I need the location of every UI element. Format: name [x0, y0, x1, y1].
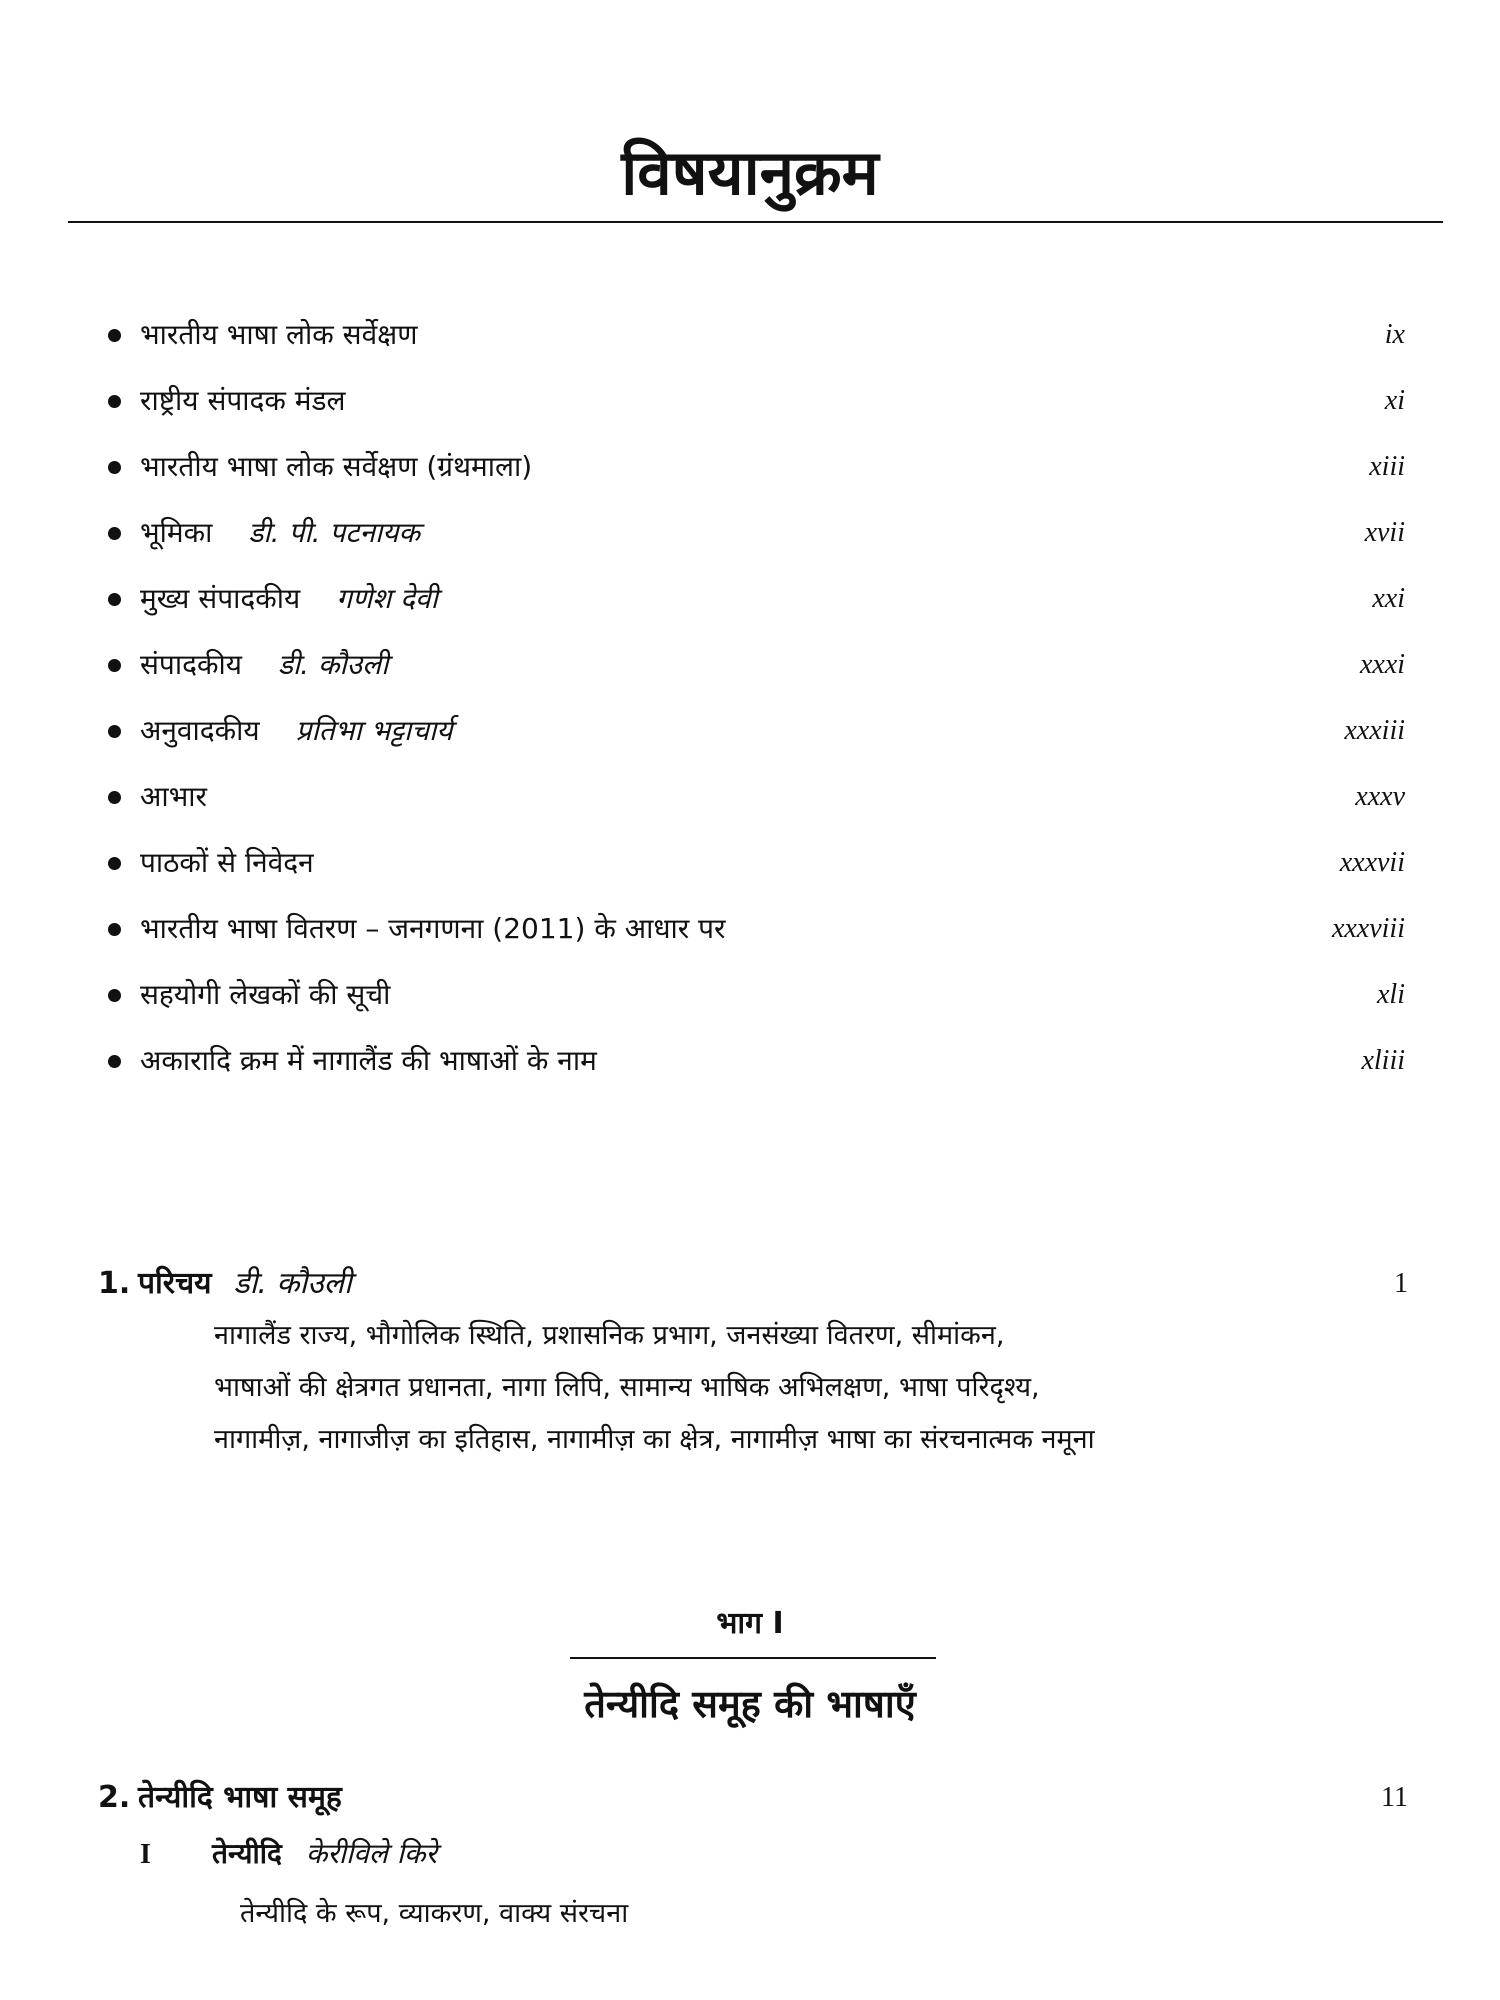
bullet-icon [108, 989, 121, 1002]
chapter-number: 1. [98, 1266, 131, 1301]
chapter-title[interactable] [138, 1262, 352, 1306]
chapter-1-heading [98, 1256, 1408, 1310]
bullet-icon [108, 857, 121, 870]
toc-entry[interactable] [100, 374, 1405, 440]
toc-entry-author: डी. कौउली [277, 648, 389, 681]
toc-entry-title [140, 446, 532, 488]
toc-entry[interactable] [100, 308, 1405, 374]
toc-entry-page-number: xiii [1369, 451, 1405, 482]
toc-entry-title-text: आभार [140, 780, 208, 813]
toc-entry-page-number: xxxi [1359, 649, 1405, 680]
toc-entry-title-text: अकारादि क्रम में नागालैंड की भाषाओं के नाम [140, 1044, 597, 1077]
toc-entry-page-number: ix [1384, 319, 1405, 350]
chapter-title-text: परिचय [138, 1266, 212, 1301]
toc-entry-page-number: xxxv [1355, 781, 1405, 812]
toc-entry-author: गणेश देवी [336, 582, 438, 615]
toc-entry-author: डी. पी. पटनायक [248, 516, 420, 549]
toc-entry-page-number: xi [1384, 385, 1405, 416]
description-line: भाषाओं की क्षेत्रगत प्रधानता, नागा लिपि, सामान्य भाषिक अभिलक्षण, भाषा परिदृश्य, [214, 1372, 1040, 1403]
toc-entry[interactable] [100, 770, 1405, 836]
toc-entry-page-number: xxi [1372, 583, 1405, 614]
description-line: नागालैंड राज्य, भौगोलिक स्थिति, प्रशासनिक प्रभाग, जनसंख्या वितरण, सीमांकन, [214, 1320, 1005, 1351]
bullet-icon [108, 923, 121, 936]
toc-entry-title [140, 644, 388, 686]
chapter-page-number: 1 [1394, 1268, 1408, 1299]
chapter-1 [98, 1256, 1408, 1466]
toc-entry-title-text: संपादकीय [140, 648, 242, 681]
chapter-2 [98, 1770, 1408, 1824]
bullet-icon [108, 461, 121, 474]
toc-entry[interactable] [100, 902, 1405, 968]
chapter-author: डी. कौउली [233, 1266, 352, 1301]
bullet-icon [108, 725, 121, 738]
title-divider [68, 221, 1443, 223]
part-label: भाग I [716, 1606, 784, 1641]
toc-entry[interactable] [100, 1034, 1405, 1100]
toc-entry-title-text: सहयोगी लेखकों की सूची [140, 978, 391, 1011]
sub-entry-number: I [140, 1839, 151, 1870]
toc-entry-page-number: xvii [1364, 517, 1405, 548]
bullet-icon [108, 791, 121, 804]
toc-entry[interactable] [100, 704, 1405, 770]
toc-entry-title [140, 512, 420, 554]
toc-entry-title [140, 974, 390, 1016]
description-line: नागामीज़, नागाजीज़ का इतिहास, नागामीज़ का क्षेत्र, नागामीज़ भाषा का संरचनात्मक नमूना [214, 1424, 1095, 1455]
toc-entry[interactable] [100, 572, 1405, 638]
bullet-icon [108, 593, 121, 606]
toc-entry-page-number: xli [1377, 979, 1405, 1010]
sub-entry[interactable] [140, 1832, 437, 1877]
bullet-icon [108, 659, 121, 672]
sub-entry-author: केरीविले किरे [305, 1837, 437, 1870]
toc-entry-title-text: मुख्य संपादकीय [140, 582, 301, 615]
toc-entry-title [140, 710, 453, 752]
toc-entry-page-number: xxxviii [1331, 913, 1405, 944]
toc-entry-title-text: राष्ट्रीय संपादक मंडल [140, 384, 346, 417]
bullet-icon [108, 527, 121, 540]
chapter-title[interactable]: तेन्यीदि भाषा समूह [138, 1780, 342, 1815]
toc-entry[interactable] [100, 836, 1405, 902]
toc-entry-title [140, 1040, 597, 1082]
toc-entry-title-text: अनुवादकीय [140, 714, 260, 747]
toc-entry-author: प्रतिभा भट्टाचार्य [295, 714, 453, 747]
toc-entry-title-text: पाठकों से निवेदन [140, 846, 314, 879]
part-divider [570, 1657, 936, 1659]
toc-entry[interactable] [100, 440, 1405, 506]
toc-entry-title [140, 908, 726, 950]
toc-entry-title [140, 578, 438, 620]
toc-entry-page-number: xliii [1361, 1045, 1405, 1076]
toc-entry-title [140, 842, 314, 884]
toc-entry-title [140, 314, 417, 356]
chapter-page-number: 11 [1381, 1782, 1408, 1813]
toc-entry-title-text: भारतीय भाषा लोक सर्वेक्षण (ग्रंथमाला) [140, 450, 533, 483]
bullet-icon [108, 329, 121, 342]
page-title: विषयानुक्रम [621, 136, 879, 209]
toc-entry[interactable] [100, 638, 1405, 704]
sub-entry-title: तेन्यीदि [212, 1837, 282, 1870]
sub-entry-description: तेन्यीदि के रूप, व्याकरण, वाक्य संरचना [240, 1898, 629, 1929]
toc-entry-title [140, 380, 346, 422]
toc-entry[interactable] [100, 968, 1405, 1034]
toc-entry-title [140, 776, 207, 818]
toc-list [100, 308, 1405, 1100]
toc-entry[interactable] [100, 506, 1405, 572]
toc-entry-title-text: भारतीय भाषा वितरण – जनगणना (2011) के आधार पर [140, 912, 726, 945]
chapter-number: 2. [98, 1780, 131, 1815]
toc-entry-page-number: xxxvii [1339, 847, 1405, 878]
bullet-icon [108, 395, 121, 408]
bullet-icon [108, 1055, 121, 1068]
toc-entry-title-text: भूमिका [140, 516, 213, 549]
toc-entry-title-text: भारतीय भाषा लोक सर्वेक्षण [140, 318, 418, 351]
chapter-description [214, 1310, 1408, 1466]
toc-entry-page-number: xxxiii [1344, 715, 1405, 746]
chapter-2-heading [98, 1770, 1408, 1824]
part-title: तेन्यीदि समूह की भाषाएँ [584, 1682, 916, 1726]
